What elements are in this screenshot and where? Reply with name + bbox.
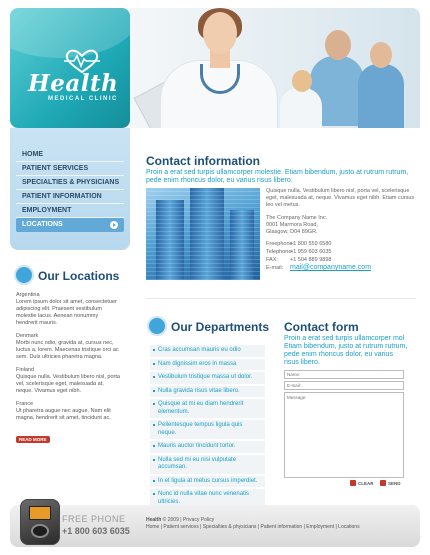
phone-screen-shape [29,506,51,520]
departments-icon [147,316,167,336]
nurse-head-shape [370,42,392,68]
location-text: Ut pharetra augue nec augue. Nam elit magna, hendrerit sit amet, tincidunt ac. [16,408,111,421]
department-link[interactable]: Nunc id nulla vitae nunc venenatis ultricies. [150,489,265,508]
phone-row [266,256,416,264]
clear-label: CLEAR [358,480,374,486]
email-field[interactable] [284,381,404,390]
contact-info-title: Contact information [146,154,260,168]
row-value: +1 959 603 6035 [290,249,332,255]
nav-label: SPECIALTIES & PHYSICIANS [22,179,120,186]
hero-photo [130,8,420,128]
free-phone-label: FREE PHONE [62,514,126,524]
footer-link-employment[interactable]: Employment [306,524,335,530]
nav-label: PATIENT INFORMATION [22,193,102,200]
building-photo [146,188,260,280]
footer-link-locations[interactable]: Locations [338,524,360,530]
contact-info-lead: Proin a erat sed turpis ullamcorper molestie. Etiam bibendum, justo at rutrum rutrum, pede enim rhoncus dolor, eu varius risus libero. [146,169,409,184]
location-item [16,333,121,361]
nav-item-specialties[interactable] [16,176,124,190]
contact-form-lead: Proin a erat sed turpis ullamcorper mol Etiam bibendum, justo at rutrum rutrum, pede enim rhoncus dolor, eu varius risus libero. [284,335,408,366]
copyright: Health © 2009 | Privacy Policy [146,517,215,523]
copyright-year: © 2009 [162,517,179,523]
contact-address-block [266,188,416,272]
free-phone-number: +1 800 603 6035 [62,526,130,536]
row-key: FAX: [266,257,278,263]
send-label: SEND [388,480,401,486]
location-name: Denmark [16,333,39,339]
department-link[interactable]: Vestibulum tristique massa ut dolor. [150,372,265,384]
clear-icon [350,480,356,486]
row-value: +1 800 559 6580 [290,241,332,247]
phone-row [266,240,416,248]
company-line: 0001 Marmora Road, [266,222,318,228]
email-link[interactable]: mail@companyname.com [290,264,372,271]
message-field[interactable] [284,392,404,478]
company-line: Glasgow, D04 89GR. [266,229,318,235]
doctor-face-shape [203,12,237,54]
mobile-phone-icon [20,499,60,545]
department-link[interactable]: In et ligula at metus cursus imperdiet. [150,476,265,488]
info-icon [14,265,34,285]
patient-body-shape [280,88,322,128]
nav-item-patient-services[interactable] [16,162,124,176]
location-item [16,401,121,422]
nav-label: HOME [22,151,43,158]
department-link[interactable]: Nulla sed mi eu nisi vulputate accumsan. [150,455,265,474]
nav-item-locations[interactable] [16,218,124,232]
footer-link-home[interactable]: Home [146,524,160,530]
locations-list [16,292,121,446]
locations-title: Our Locations [38,269,120,283]
send-button[interactable] [380,480,401,486]
nav-label: PATIENT SERVICES [22,165,89,172]
location-item [16,367,121,395]
brand-title: Health [28,70,119,97]
staff-head-shape [325,30,351,60]
nav-item-patient-information[interactable] [16,190,124,204]
read-more-button[interactable]: READ MORE [16,436,50,443]
location-name: Argentina [16,292,40,298]
arrow-right-icon [110,221,118,229]
email-row [266,264,416,272]
location-name: Finland [16,367,35,373]
location-text: Lorem ipsum dolor sit amet, consectetuer adipiscing elit. Praesent vestibulum molestie lacus. Aenean nonummy hendrerit mauris. [16,299,117,326]
nav-label: EMPLOYMENT [22,207,72,214]
department-link[interactable]: Nulla gravida risus vitae libero. [150,386,265,398]
window-grid [146,188,260,280]
location-text: Quisque nulla. Vestibulum libero nisl, porta vel, scelerisque eget, malesuada at, neque. Vivamus eget nibh. [16,374,120,394]
location-text: Morbi nunc odio, gravida at, cursus nec, luctus a, lorem. Maecenas tristique orci ac sem. Duis ultricies pharetra magna. [16,340,119,360]
send-icon [380,480,386,486]
copyright-brand: Health [146,517,162,523]
departments-title: Our Departments [171,320,270,334]
main-nav [10,128,130,250]
department-link[interactable]: Nam dignissim eros in massa [150,359,265,371]
department-link[interactable]: Mauris auctor tincidunt tortor. [150,441,265,453]
department-link[interactable]: Cras accumsan mauris eu odio [150,345,265,357]
footer-links: Home | Patient services | Specialties & physicians | Patient information | Employment | Locations [146,524,360,530]
brand-logo[interactable] [10,8,130,128]
patient-head-shape [292,70,312,92]
nurse-body-shape [358,64,404,128]
location-item [16,292,121,327]
nav-item-employment[interactable] [16,204,124,218]
privacy-link[interactable]: Privacy Policy [182,517,215,523]
row-key: E-mail: [266,265,284,271]
row-key: Freephone: [266,241,295,247]
company-line: The Company Name Inc. [266,215,328,221]
nav-label: LOCATIONS [22,221,63,228]
department-link[interactable]: Pellentesque tempus ligula quis neque. [150,420,265,439]
contact-body-text: Quisque nulla. Vestibulum libero nisl, porta vel, scelerisque eget, malesuada at, neque. Vivamus eget nibh. Etiam cursus leo vel metus. [266,188,415,208]
nav-item-home[interactable] [16,148,124,162]
departments-list [150,345,265,524]
row-key: Telephone: [266,249,293,255]
phone-keypad-shape [31,524,49,538]
contact-form-title: Contact form [284,320,359,334]
phone-row [266,248,416,256]
row-value: +1 504 889 9898 [290,257,332,263]
footer-link-specialties[interactable]: Specialties & physicians [202,524,257,530]
department-link[interactable]: Quisque at mi eu diam hendrerit elementum. [150,399,265,418]
footer-link-patient-services[interactable]: Patient services [163,524,199,530]
clear-button[interactable] [350,480,374,486]
footer [10,505,420,547]
section-divider [146,298,416,299]
brand-subtitle: MEDICAL CLINIC [48,96,118,102]
footer-link-patient-information[interactable]: Patient information [260,524,303,530]
name-field[interactable] [284,370,404,379]
location-name: France [16,401,34,407]
